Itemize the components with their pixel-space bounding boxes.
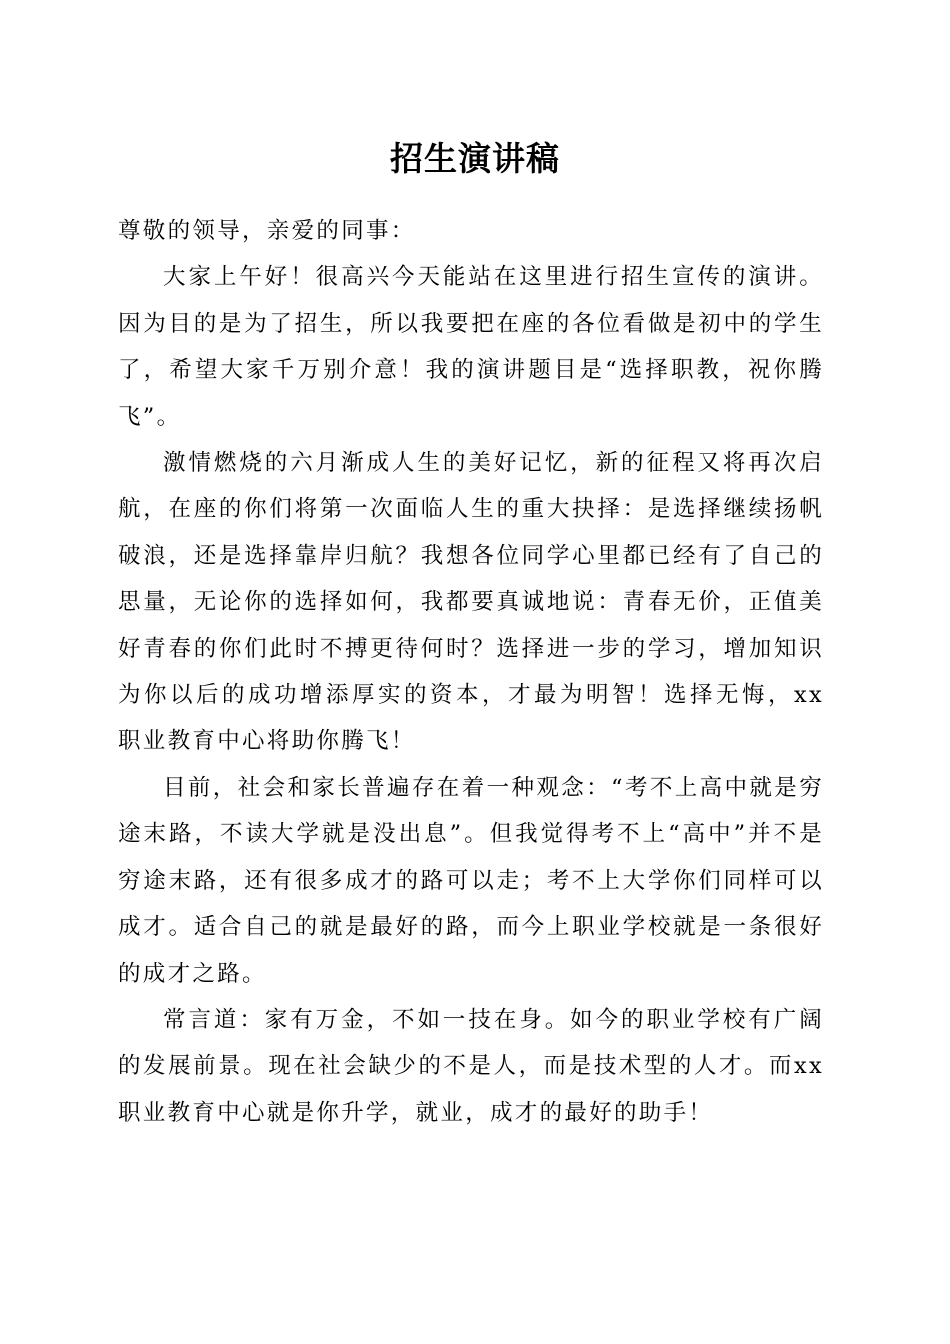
document-body	[118, 208, 824, 1136]
paragraph-1: 大家上午好！很高兴今天能站在这里进行招生宣传的演讲。因为目的是为了招生，所以我要把在座的各位看做是初中的学生了，希望大家千万别介意！我的演讲题目是“选择职教，祝你腾飞”。	[118, 264, 824, 430]
paragraph-2: 激情燃烧的六月渐成人生的美好记忆，新的征程又将再次启航，在座的你们将第一次面临人生的重大抉择：是选择继续扬帆破浪，还是选择靠岸归航？我想各位同学心里都已经有了自己的思量，无论你的选择如何，我都要真诚地说：青春无价，正值美好青春的你们此时不搏更待何时？选择进一步的学习，增加知识为你以后的成功增添厚实的资本，才最为明智！选择无悔，xx 职业教育中心将助你腾飞！	[118, 450, 824, 755]
document-title: 招生演讲稿	[390, 139, 560, 178]
salutation: 尊敬的领导，亲爱的同事：	[118, 218, 416, 244]
paragraph-3: 目前，社会和家长普遍存在着一种观念：“考不上高中就是穷途末路，不读大学就是没出息”。但我觉得考不上“高中”并不是穷途末路，还有很多成才的路可以走；考不上大学你们同样可以成才。适合自己的就是最好的路，而今上职业学校就是一条很好的成才之路。	[118, 774, 824, 987]
paragraph-4: 常言道：家有万金，不如一技在身。如今的职业学校有广阔的发展前景。现在社会缺少的不是人，而是技术型的人才。而xx 职业教育中心就是你升学，就业，成才的最好的助手！	[118, 1006, 824, 1126]
